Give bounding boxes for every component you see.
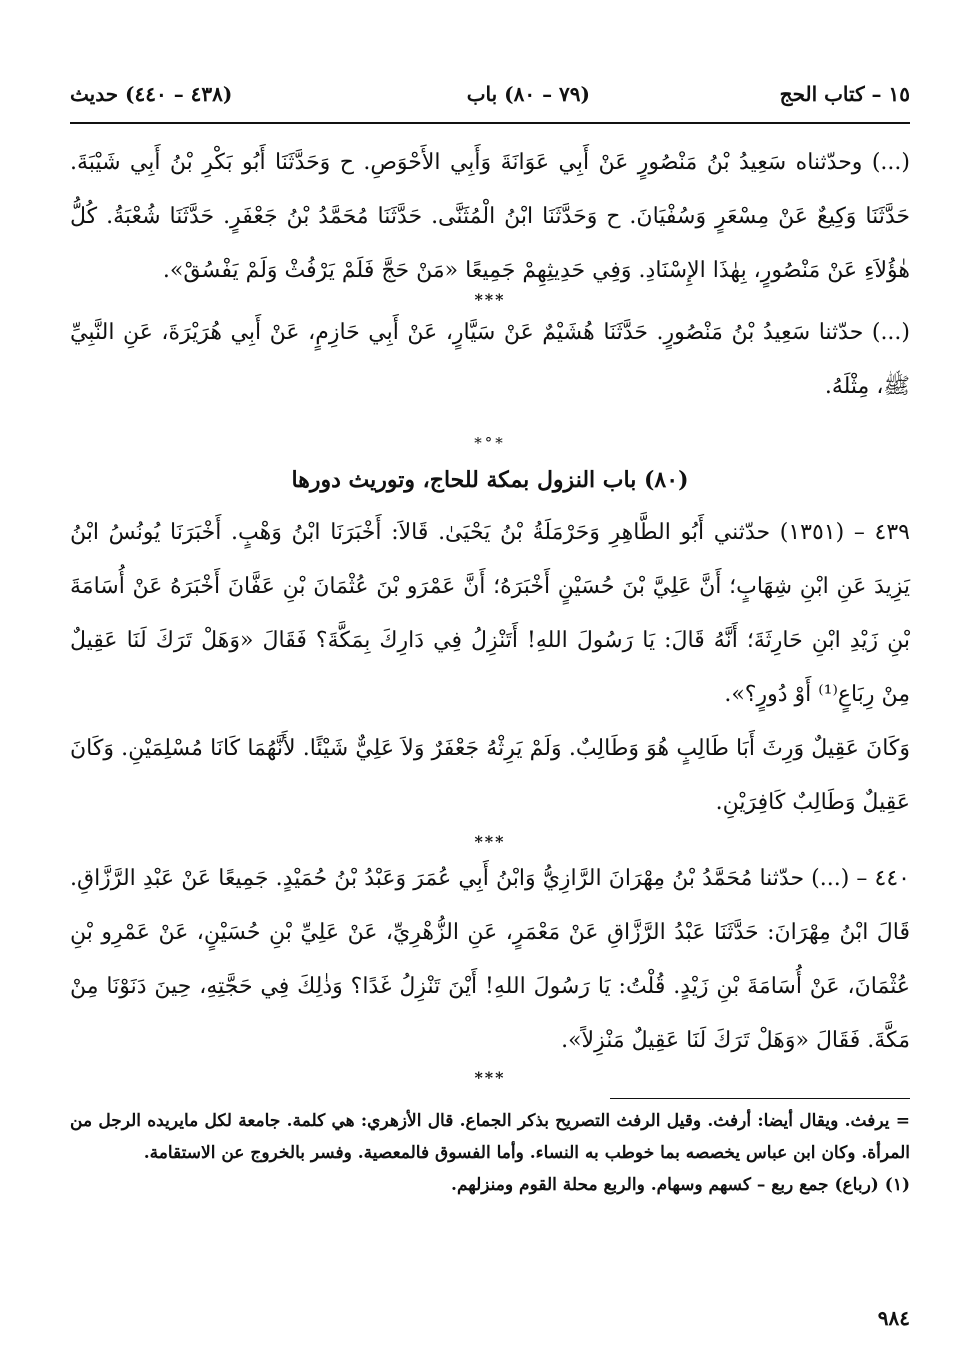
header-rule: [70, 122, 910, 124]
footnote-rule: [610, 1098, 910, 1099]
stars-separator-2: ***: [474, 832, 506, 851]
hadith-paragraph-439: ٤٣٩ – (١٣٥١) حدّثني أَبُو الطَّاهِرِ وَحَرْمَلَةُ بْنُ يَحْيَىٰ. قَالاَ: أَخْبَرَنَا ابْنُ وَهْبٍ. أَخْبَرَنَا يُونُسُ ابْنُ يَزِيدَ عَنِ ابْنِ شِهَابٍ؛ أَنَّ عَلِيَّ بْنَ حُسَيْنٍ أَخْبَرَهُ؛ أَنَّ عَمْرَو بْنَ عُثْمَانَ بْنِ عَفَّانَ أَخْبَرَهُ عَنْ أُسَامَةَ بْنِ زَيْدِ ابْنِ حَارِثَةَ؛ أَنَّهُ قَالَ: يَا رَسُولَ اللهِ! أَتَنْزِلُ فِي دَارِكَ بِمَكَّةَ؟ فَقَالَ «وَهَلْ تَرَكَ لَنَا عَقِيلٌ مِنْ رِبَاعٍ⁽¹⁾ أَوْ دُورٍ؟».: [70, 520, 910, 707]
running-head: [70, 80, 910, 118]
chapter-title: (٨٠) باب النزول بمكة للحاج، وتوريث دورها: [291, 467, 689, 493]
hadith-paragraph-440: ٤٤٠ – (...) حدّثنا مُحَمَّدُ بْنُ مِهْرَانَ الرَّازِيُّ وَابْنُ أَبِي عُمَرَ وَعَبْدُ بْنُ حُمَيْدٍ. جَمِيعًا عَنْ عَبْدِ الرَّزَّاقِ. قَالَ ابْنُ مِهْرَانَ: حَدَّثَنَا عَبْدُ الرَّزَّاقِ عَنْ مَعْمَرٍ، عَنِ الزُّهْرِيِّ، عَنْ عَلِيِّ بْنِ حُسَيْنٍ، عَنْ عَمْرِو بْنِ عُثْمَانَ، عَنْ أُسَامَةَ بْنِ زَيْدٍ. قُلْتُ: يَا رَسُولَ اللهِ! أَيْنَ تَنْزِلُ غَدًا؟ وَذٰلِكَ فِي حَجَّتِهِ، حِينَ دَنَوْنَا مِنْ مَكَّةَ. فَقَالَ «وَهَلْ تَرَكَ لَنَا عَقِيلٌ مَنْزِلاً».: [70, 866, 910, 1053]
page-number: ٩٨٤: [877, 1306, 910, 1330]
hadith-range-label: (٤٣٨ – ٤٤٠) حديث: [70, 82, 233, 106]
book-page: [70, 80, 910, 1340]
footnotes: [70, 1105, 910, 1201]
commentary-paragraph: وَكَانَ عَقِيلٌ وَرِثَ أَبَا طَالِبٍ هُوَ وَطَالِبٌ. وَلَمْ يَرِثْهُ جَعْفَرٌ وَلاَ عَلِيٌّ شَيْئًا. لأَنَّهُمَا كَانَا مُسْلِمَيْنِ. وَكَانَ عَقِيلٌ وَطَالِبٌ كَافِرَيْنِ.: [70, 736, 910, 815]
hadith-paragraph-2: (...) حدّثنا سَعِيدُ بْنُ مَنْصُورٍ. حَدَّثَنَا هُشَيْمٌ عَنْ سَيَّارٍ، عَنْ أَبِي حَازِمٍ، عَنْ أَبِي هُرَيْرَةَ، عَنِ النَّبِيِّ ﷺ، مِثْلَهُ.: [70, 320, 910, 399]
ornament-separator: *°*: [474, 434, 506, 452]
section-range-label: (٧٩ – ٨٠) باب: [466, 82, 590, 106]
stars-separator-3: ***: [474, 1068, 506, 1087]
footnote-1: (١) (رباع) جمع ربع – كسهم وسهام. والربع محلة القوم ومنزلهم.: [451, 1175, 910, 1195]
footnote-continued: = يرفث. ويقال أيضا: أرفث. وقيل الرفث التصريح بذكر الجماع. قال الأزهري: هي كلمة. جامعة لكل مايريده الرجل من المرأة. وكان ابن عباس يخصصه بما خوطب به النساء. وأما الفسوق فالمعصية. وفسر بالخروج عن الاستقامة.: [70, 1111, 910, 1163]
hadith-paragraph-1: (...) وحدّثناه سَعِيدُ بْنُ مَنْصُورٍ عَنْ أَبِي عَوَانَةَ وَأَبِي الأَحْوَصِ. ح وَحَدَّثَنَا أَبُو بَكْرِ بْنُ أَبِي شَيْبَةَ. حَدَّثَنَا وَكِيعٌ عَنْ مِسْعَرٍ وَسُفْيَانَ. ح وَحَدَّثَنَا ابْنُ الْمُثَنَّى. حَدَّثَنَا مُحَمَّدُ بْنُ جَعْفَرٍ. حَدَّثَنَا شُعْبَةُ. كُلُّ هٰؤُلاَءِ عَنْ مَنْصُورٍ، بِهٰذَا الإِسْنَادِ. وَفِي حَدِيثِهِمْ جَمِيعًا «مَنْ حَجَّ فَلَمْ يَرْفُثْ وَلَمْ يَفْسُقْ».: [70, 150, 910, 283]
stars-separator-1: ***: [474, 290, 506, 309]
book-chapter-label: ١٥ – كتاب الحج: [779, 82, 910, 106]
